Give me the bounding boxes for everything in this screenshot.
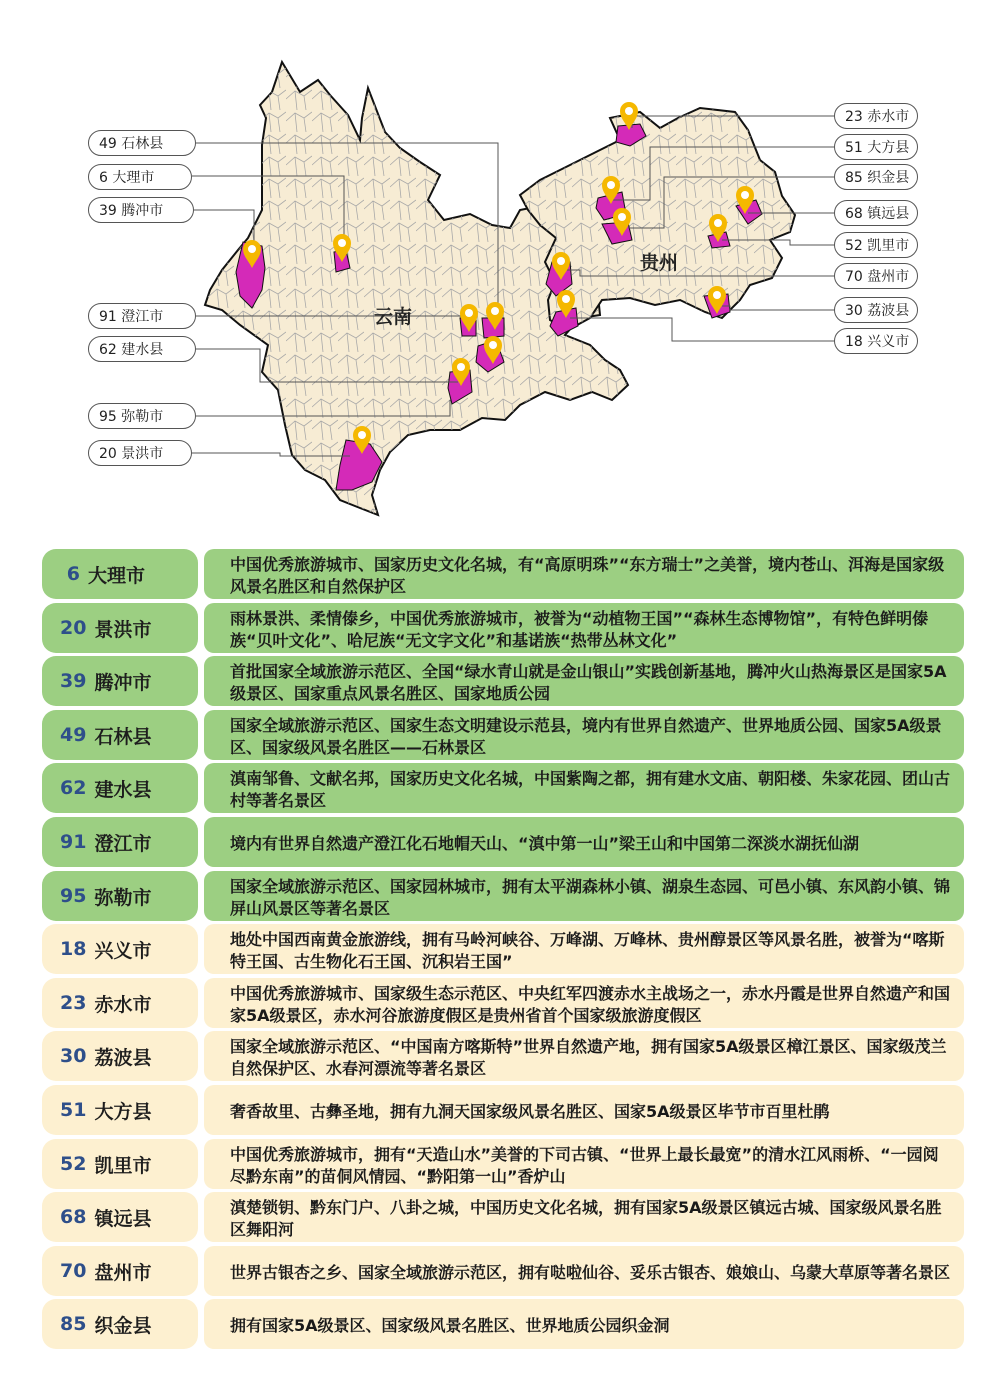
list-item xyxy=(42,817,964,867)
map-label-chengjiang: 91 澄江市 xyxy=(88,303,196,329)
map-label-xingyi: 18 兴义市 xyxy=(834,328,918,354)
list-item xyxy=(42,603,964,653)
list-item-name: 腾冲市 xyxy=(94,671,152,694)
list-item xyxy=(42,710,964,760)
list-item-tag xyxy=(42,1299,198,1349)
list-item xyxy=(42,1085,964,1135)
list-item-name: 织金县 xyxy=(94,1314,152,1337)
list-item-tag xyxy=(42,1192,198,1242)
list-item-description: 境内有世界自然遗产澄江化石地帽天山、“滇中第一山”梁王山和中国第二深淡水湖抚仙湖 xyxy=(204,817,964,867)
map-label-shilin: 49 石林县 xyxy=(88,130,196,156)
list-item-name: 石林县 xyxy=(94,725,152,748)
map-label-zhijin: 85 织金县 xyxy=(834,164,918,190)
list-item-number: 18 xyxy=(60,938,87,960)
list-item xyxy=(42,549,964,599)
map-area xyxy=(0,0,1008,530)
list-item-number: 20 xyxy=(60,617,87,639)
map-label-mile: 95 弥勒市 xyxy=(88,403,196,429)
list-item-description: 中国优秀旅游城市、国家级生态示范区、中央红军四渡赤水主战场之一，赤水丹霞是世界自然遗产和国家5A级景区，赤水河谷旅游度假区是贵州省首个国家级旅游度假区 xyxy=(204,978,964,1028)
list-item-tag xyxy=(42,656,198,706)
list-item-description: 国家全域旅游示范区、国家园林城市，拥有太平湖森林小镇、湖泉生态园、可邑小镇、东风韵小镇、锦屏山风景区等著名景区 xyxy=(204,871,964,921)
list-item-number: 23 xyxy=(60,992,87,1014)
map-label-kaili: 52 凯里市 xyxy=(834,232,918,258)
list-item-number: 70 xyxy=(60,1260,87,1282)
map-label-jianshui: 62 建水县 xyxy=(88,336,196,362)
list-item-number: 68 xyxy=(60,1206,87,1228)
list-item xyxy=(42,1299,964,1349)
list-item-name: 荔波县 xyxy=(94,1046,152,1069)
list-item xyxy=(42,871,964,921)
list-item-description: 滇楚锁钥、黔东门户、八卦之城，中国历史文化名城，拥有国家5A级景区镇远古城、国家级风景名胜区舞阳河 xyxy=(204,1192,964,1242)
list-item-name: 赤水市 xyxy=(94,993,152,1016)
map-label-libo: 30 荔波县 xyxy=(834,297,918,323)
list-item-tag xyxy=(42,603,198,653)
list-item-description: 中国优秀旅游城市，拥有“天造山水”美誉的下司古镇、“世界上最长最宽”的清水江风雨桥、“一园阅尽黔东南”的苗侗风情园、“黔阳第一山”香炉山 xyxy=(204,1139,964,1189)
map-label-dali: 6 大理市 xyxy=(88,164,192,190)
list-item-tag xyxy=(42,1139,198,1189)
list-item xyxy=(42,1139,964,1189)
list-item-name: 镇远县 xyxy=(94,1207,152,1230)
list-item-description: 首批国家全域旅游示范区、全国“绿水青山就是金山银山”实践创新基地，腾冲火山热海景区是国家5A级景区、国家重点风景名胜区、国家地质公园 xyxy=(204,656,964,706)
list-item-number: 49 xyxy=(60,724,87,746)
map-label-jinghong: 20 景洪市 xyxy=(88,440,192,466)
list-item-tag xyxy=(42,763,198,813)
list-item-tag xyxy=(42,871,198,921)
region-label-yunnan: 云南 xyxy=(374,306,413,328)
list-item-description: 国家全域旅游示范区、国家生态文明建设示范县，境内有世界自然遗产、世界地质公园、国家5A级景区、国家级风景名胜区——石林景区 xyxy=(204,710,964,760)
list-item-description: 世界古银杏之乡、国家全域旅游示范区，拥有哒啦仙谷、妥乐古银杏、娘娘山、乌蒙大草原等著名景区 xyxy=(204,1246,964,1296)
list-item-number: 6 xyxy=(66,563,80,585)
list-item-name: 大理市 xyxy=(88,564,146,587)
list-item-description: 奢香故里、古彝圣地，拥有九洞天国家级风景名胜区、国家5A级景区毕节市百里杜鹃 xyxy=(204,1085,964,1135)
list-item-name: 凯里市 xyxy=(94,1154,152,1177)
list-item-number: 39 xyxy=(60,670,87,692)
list-item-name: 弥勒市 xyxy=(94,886,152,909)
list-item xyxy=(42,1192,964,1242)
map-label-dafang: 51 大方县 xyxy=(834,134,918,160)
list-item-number: 30 xyxy=(60,1045,87,1067)
map-label-tengchong: 39 腾冲市 xyxy=(88,197,194,223)
map-label-panzhou: 70 盘州市 xyxy=(834,263,918,289)
list-item-number: 51 xyxy=(60,1099,87,1121)
list-item xyxy=(42,656,964,706)
map-label-zhenyuan: 68 镇远县 xyxy=(834,200,918,226)
list-item-name: 兴义市 xyxy=(94,939,152,962)
list-item-description: 国家全域旅游示范区、“中国南方喀斯特”世界自然遗产地，拥有国家5A级景区樟江景区、国家级茂兰自然保护区、水春河漂流等著名景区 xyxy=(204,1031,964,1081)
list-item-number: 91 xyxy=(60,831,87,853)
list-item-name: 澄江市 xyxy=(94,832,152,855)
list-item-name: 景洪市 xyxy=(94,618,152,641)
list-item-tag xyxy=(42,1031,198,1081)
list-item-description: 滇南邹鲁、文献名邦，国家历史文化名城，中国紫陶之都，拥有建水文庙、朝阳楼、朱家花园、团山古村等著名景区 xyxy=(204,763,964,813)
list-item-tag xyxy=(42,549,198,599)
list-item-number: 85 xyxy=(60,1313,87,1335)
list-item-name: 盘州市 xyxy=(94,1261,152,1284)
region-label-guizhou: 贵州 xyxy=(640,252,679,274)
list-item xyxy=(42,763,964,813)
list-item xyxy=(42,1246,964,1296)
list-item-description: 雨林景洪、柔情傣乡，中国优秀旅游城市，被誉为“动植物王国”“森林生态博物馆”，有特色鲜明傣族“贝叶文化”、哈尼族“无文字文化”和基诺族“热带丛林文化” xyxy=(204,603,964,653)
list-item-number: 62 xyxy=(60,777,87,799)
list-item-number: 52 xyxy=(60,1153,87,1175)
list-item-description: 地处中国西南黄金旅游线，拥有马岭河峡谷、万峰湖、万峰林、贵州醇景区等风景名胜，被誉为“喀斯特王国、古生物化石王国、沉积岩王国” xyxy=(204,924,964,974)
list-item-tag xyxy=(42,817,198,867)
list-item-name: 建水县 xyxy=(94,778,152,801)
list-item-number: 95 xyxy=(60,885,87,907)
list-item xyxy=(42,1031,964,1081)
list-item xyxy=(42,978,964,1028)
list-item xyxy=(42,924,964,974)
list-item-description: 中国优秀旅游城市、国家历史文化名城，有“高原明珠”“东方瑞士”之美誉，境内苍山、洱海是国家级风景名胜区和自然保护区 xyxy=(204,549,964,599)
list-item-name: 大方县 xyxy=(94,1100,152,1123)
list-item-tag xyxy=(42,924,198,974)
map-label-chishui: 23 赤水市 xyxy=(834,103,918,129)
list-item-tag xyxy=(42,710,198,760)
list-item-tag xyxy=(42,978,198,1028)
list-item-description: 拥有国家5A级景区、国家级风景名胜区、世界地质公园织金洞 xyxy=(204,1299,964,1349)
list-item-tag xyxy=(42,1085,198,1135)
list-item-tag xyxy=(42,1246,198,1296)
